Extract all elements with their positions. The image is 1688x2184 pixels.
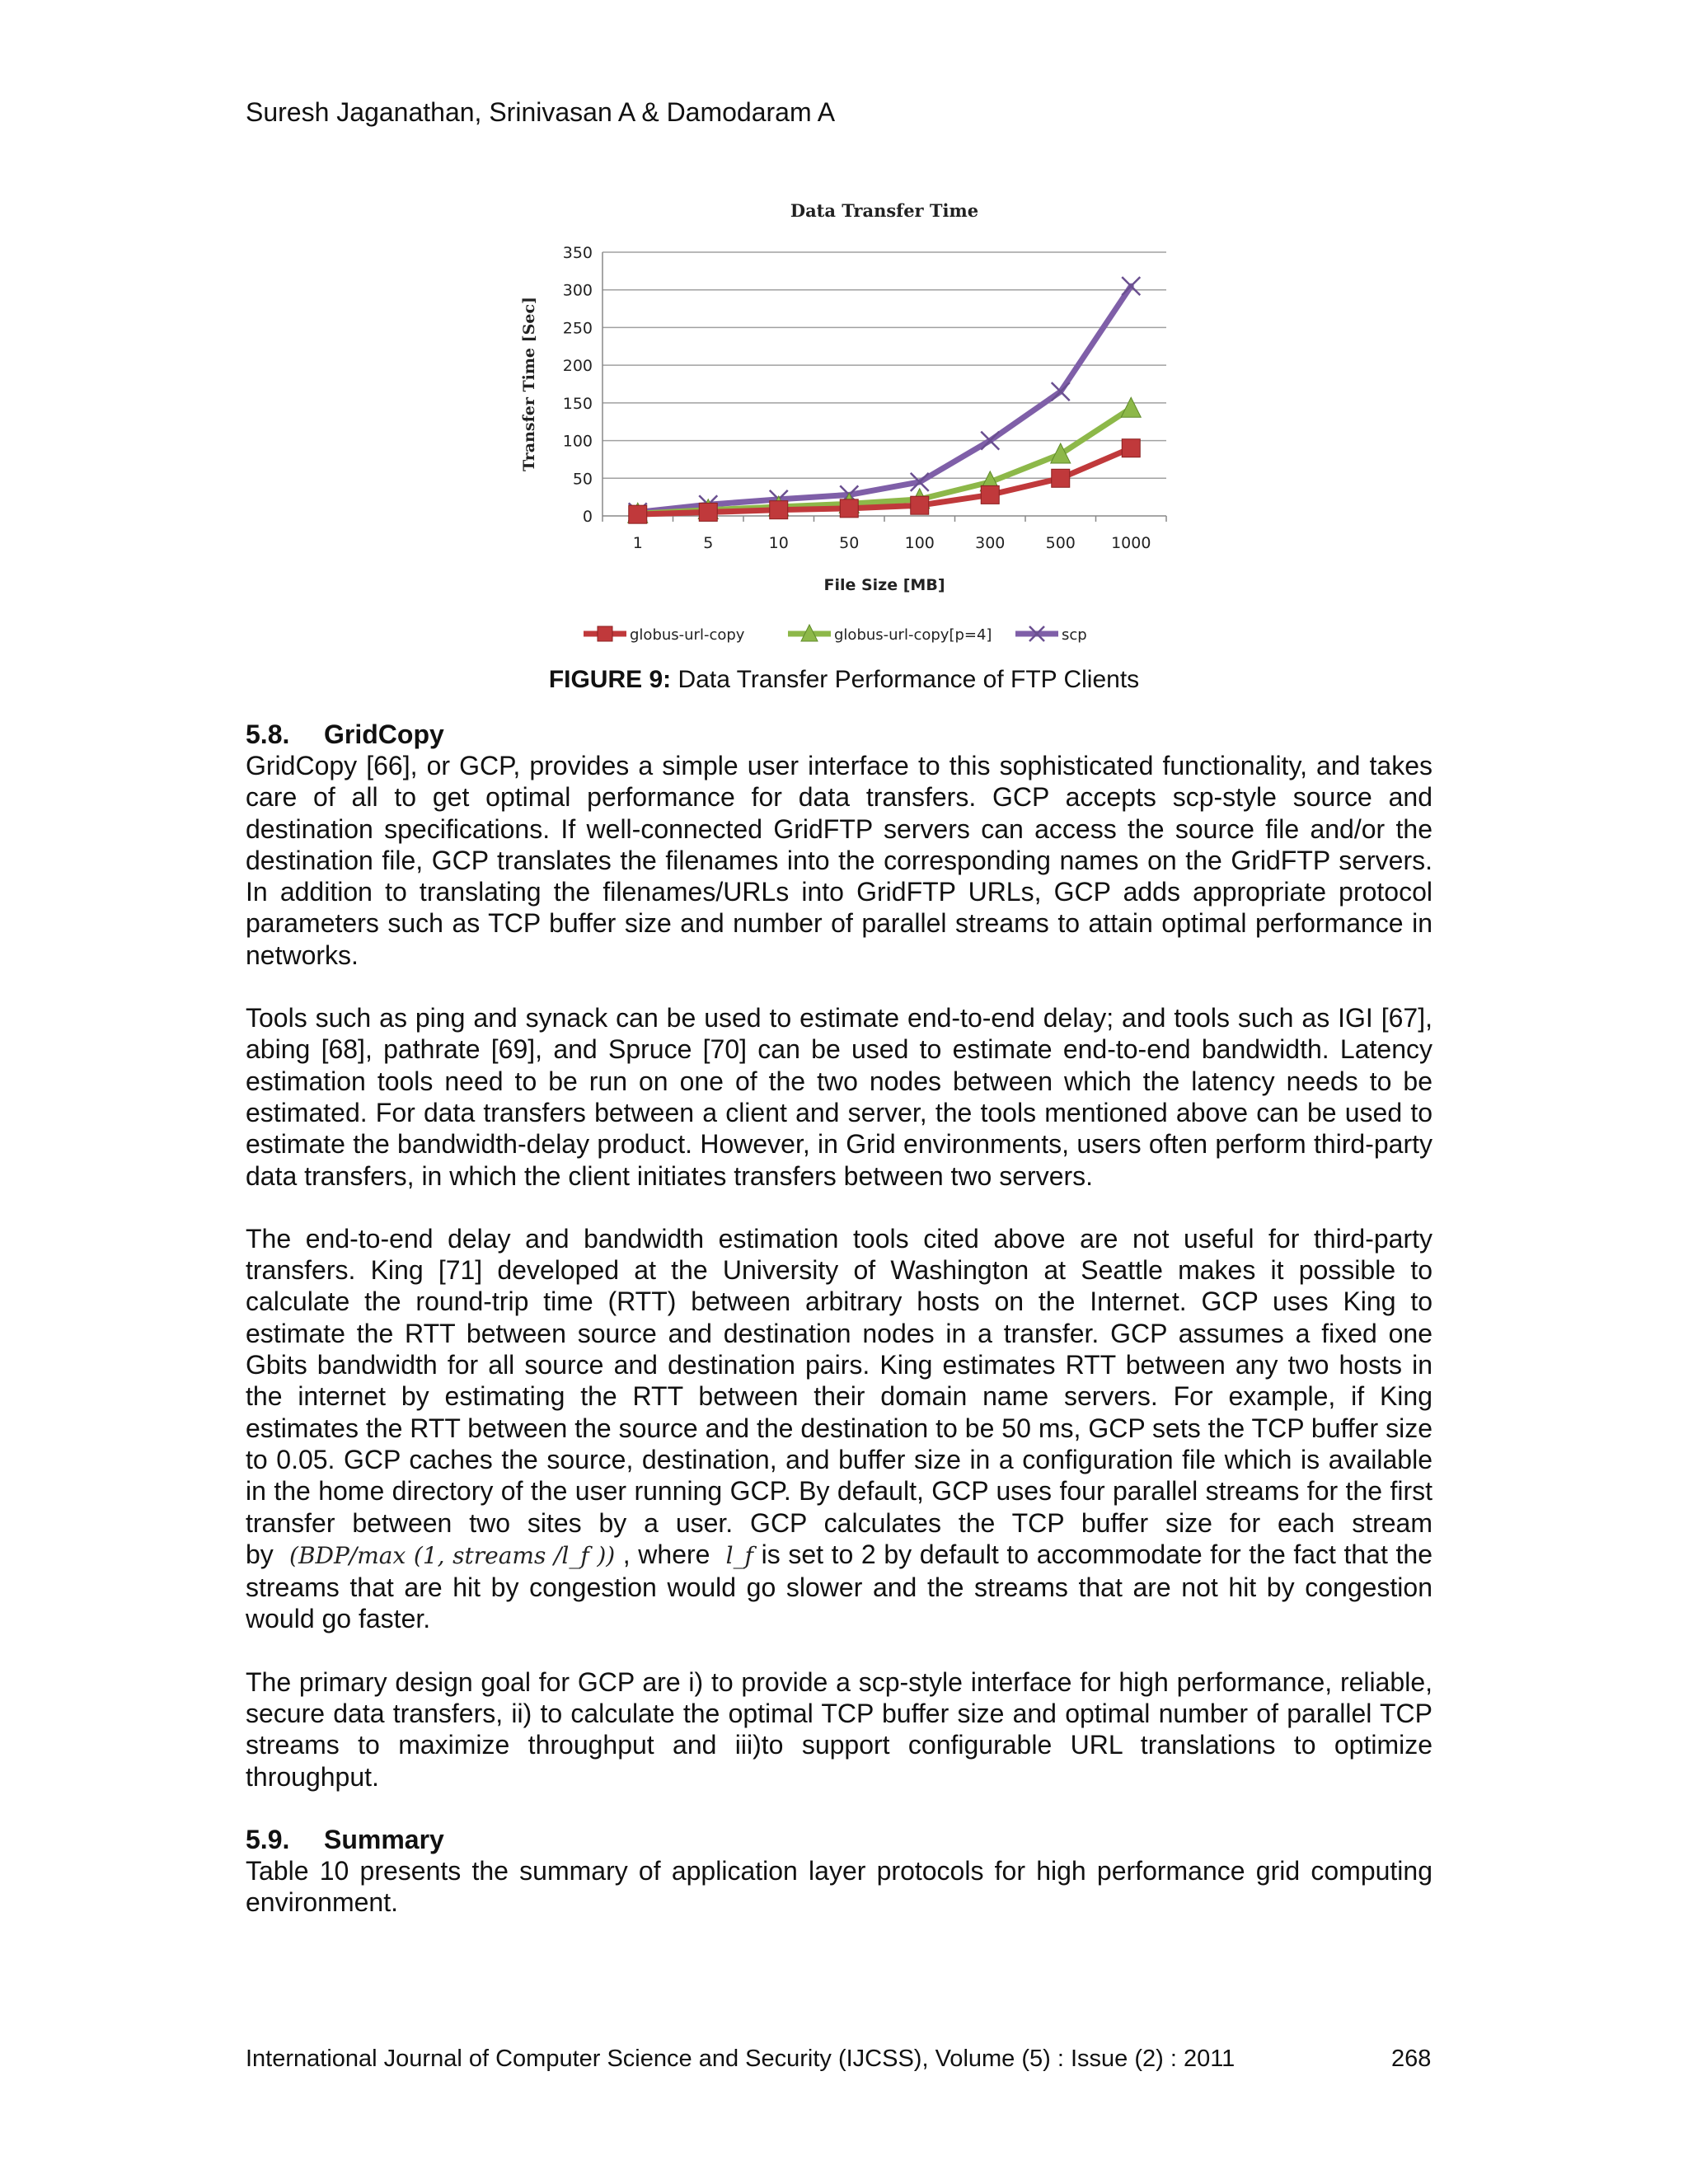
section-number: 5.9. [246,1824,290,1854]
paragraph: Tools such as ping and synack can be used to estimate end-to-end delay; and tools such as IGI [67], abing [68], pathrate [69], and Spruce [70] can be used to estimate end-to-end bandwidth. Latency estimation tools need to be run on one of the two nodes between which the latency needs to be estimated. For data transfers between a client and server, the tools mentioned above can be used to estimate the bandwidth-delay product. However, in Grid environments, users often perform third-party data transfers, in which the client initiates transfers between two servers. [246,1003,1432,1191]
y-tick-label: 200 [562,357,593,376]
section-heading-gridcopy [246,719,1432,750]
paragraph-text: The end-to-end delay and bandwidth estimation tools cited above are not useful for third-party transfers. King [71] developed at the University of Washington at Seattle makes it possible to calculate the round-trip time (RTT) between arbitrary hosts on the Internet. GCP uses King to estimate the RTT between source and destination nodes in a transfer. GCP assumes a fixed one Gbits bandwidth for all source and destination pairs. King estimates RTT between any two hosts in the internet by estimating the RTT between their domain name servers. For example, if King estimates the RTT between the source and the destination to be 50 ms, GCP sets the TCP buffer size to 0.05. GCP caches the source, destination, and buffer size in a configuration file which is available in the home directory of the user running GCP. By default, GCP uses four parallel streams for the first transfer between two sites by a user. GCP calculates the TCP buffer size for each stream by [246,1223,1432,1569]
y-tick-label: 350 [562,244,593,262]
section-heading-summary [246,1824,1432,1855]
x-tick-label: 1 [632,534,643,552]
body-text [246,719,1432,1950]
section-title: Summary [324,1824,444,1854]
x-axis-label: File Size [MB] [823,576,945,594]
data-point [1122,277,1140,295]
data-transfer-time-chart [518,196,1177,658]
x-tick-label: 100 [904,534,935,552]
data-point [699,503,717,521]
paragraph [246,1223,1432,1635]
figure-9 [518,196,1177,658]
y-tick-label: 150 [562,394,593,413]
buffer-size-formula: (BDP/max (1, streams /l_f )) [289,1541,616,1569]
lf-variable: l_f [725,1541,753,1569]
y-axis-label: Transfer Time [Sec] [520,297,538,471]
chart-title: Data Transfer Time [790,200,979,221]
x-tick-label: 50 [839,534,860,552]
data-point [770,501,788,519]
x-tick-label: 10 [768,534,789,552]
legend-label: globus-url-copy[p=4] [834,626,992,644]
data-point [1121,397,1141,417]
running-header: Suresh Jaganathan, Srinivasan A & Damodaram A [246,97,836,127]
data-point [981,485,999,504]
data-point [629,505,647,523]
section-number: 5.8. [246,719,290,749]
legend-label: globus-url-copy [630,626,745,644]
figure-caption [0,666,1688,694]
y-tick-label: 250 [562,319,593,338]
y-tick-label: 50 [572,470,593,489]
paragraph: The primary design goal for GCP are i) to provide a scp-style interface for high performance, reliable, secure data transfers, ii) to calculate the optimal TCP buffer size and optimal number of parallel TCP streams to maximize throughput and iii)to support configurable URL translations to optimize throughput. [246,1666,1432,1792]
figure-label: FIGURE 9: [548,666,672,693]
paragraph-text: is set to 2 by default to accommodate for the fact that the streams that are hit by congestion would go slower and the streams that are not hit by congestion would go faster. [246,1539,1433,1634]
data-point [840,499,858,518]
y-tick-label: 100 [562,432,593,451]
paragraph: GridCopy [66], or GCP, provides a simple user interface to this sophisticated functionality, and takes care of all to get optimal performance for data transfers. GCP accepts scp-style source and destination specifications. If well-connected GridFTP servers can access the source file and/or the destination file, GCP translates the filenames into the corresponding names on the GridFTP servers. In addition to translating the filenames/URLs into GridFTP URLs, GCP adds appropriate protocol parameters such as TCP buffer size and number of parallel streams to attain optimal performance in networks. [246,751,1432,970]
legend-marker [598,626,612,641]
x-tick-label: 1000 [1111,534,1151,552]
data-point [1122,439,1140,457]
data-point [911,496,929,514]
x-tick-label: 5 [703,534,714,552]
y-tick-label: 0 [582,508,593,526]
paragraph-text: , where [622,1539,710,1569]
figure-caption-text: Data Transfer Performance of FTP Clients [678,666,1140,693]
data-point [1052,382,1070,401]
footer-journal: International Journal of Computer Science and Security (IJCSS), Volume (5) : Issue (2) : 2011 [246,2046,1236,2072]
y-tick-label: 300 [562,281,593,300]
x-tick-label: 300 [975,534,1006,552]
data-point [1052,469,1070,487]
x-tick-label: 500 [1045,534,1076,552]
paragraph: Table 10 presents the summary of application layer protocols for high performance grid computing environment. [246,1855,1432,1918]
section-title: GridCopy [324,719,444,749]
legend-label: scp [1062,626,1087,644]
page-number: 268 [1391,2046,1432,2072]
